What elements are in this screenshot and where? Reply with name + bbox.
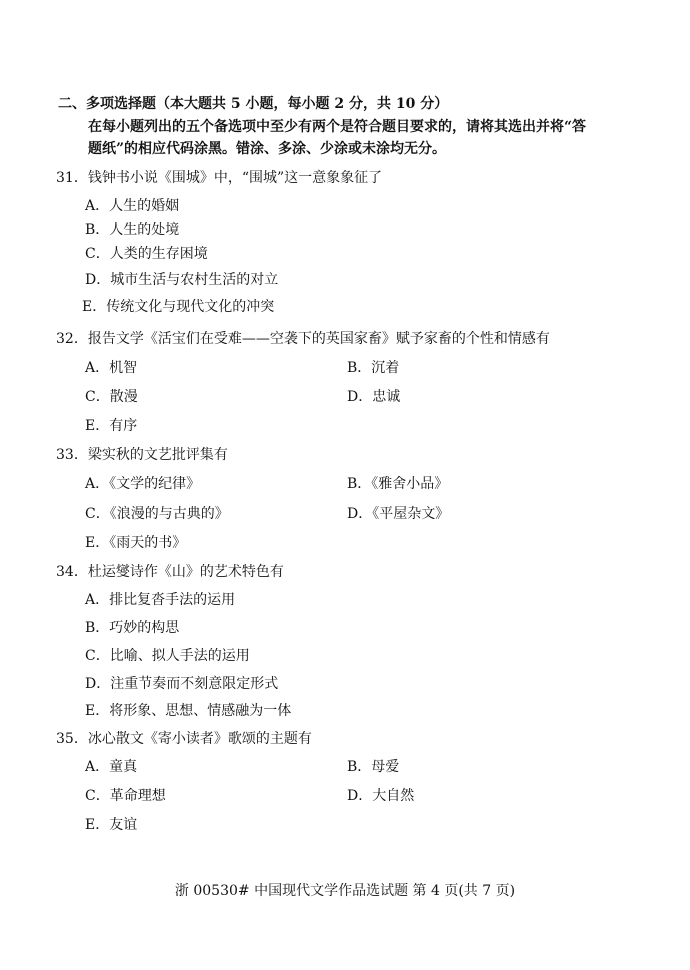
question-32-option-c: C．散漫 — [85, 389, 138, 405]
question-32-option-d: D．忠诚 — [347, 389, 401, 405]
instructions-line-1: 在每小题列出的五个备选项中至少有两个是符合题目要求的，请将其选出并将“答 — [88, 119, 587, 135]
question-32-option-b: B．沉着 — [347, 360, 400, 376]
question-31-option-c: C．人类的生存困境 — [85, 246, 208, 262]
question-31-option-d: D．城市生活与农村生活的对立 — [85, 272, 279, 288]
question-31-option-b: B．人生的处境 — [85, 222, 180, 238]
instructions-line-2: 题纸”的相应代码涂黑。错涂、多涂、少涂或未涂均无分。 — [88, 141, 447, 157]
question-34-stem: 34．杜运燮诗作《山》的艺术特色有 — [56, 564, 284, 580]
question-35-option-d: D．大自然 — [347, 788, 415, 804]
question-32-option-a: A．机智 — [85, 360, 138, 376]
question-33-option-a: A．《文学的纪律》 — [85, 476, 201, 492]
question-32-option-e: E．有序 — [85, 418, 138, 434]
question-33-stem: 33．梁实秋的文艺批评集有 — [56, 447, 228, 463]
question-35-option-c: C．革命理想 — [85, 788, 166, 804]
section-title: 二、多项选择题（本大题共 5 小题，每小题 2 分，共 10 分） — [58, 96, 449, 112]
question-31-stem: 31．钱钟书小说《围城》中，“围城”这一意象象征了 — [56, 170, 383, 186]
question-34-option-c: C．比喻、拟人手法的运用 — [85, 648, 250, 664]
question-35-option-a: A．童真 — [85, 759, 138, 775]
question-33-option-c: C．《浪漫的与古典的》 — [85, 506, 229, 522]
page-footer: 浙 00530# 中国现代文学作品选试题 第 4 页(共 7 页) — [174, 883, 516, 899]
question-32-stem: 32．报告文学《活宝们在受难——空袭下的英国家畜》赋予家畜的个性和情感有 — [56, 331, 550, 347]
question-34-option-d: D．注重节奏而不刻意限定形式 — [85, 676, 279, 692]
question-34-option-a: A．排比复沓手法的运用 — [85, 592, 236, 608]
question-33-option-e: E．《雨天的书》 — [85, 535, 187, 551]
question-31-option-e: E．传统文化与现代文化的冲突 — [82, 299, 275, 315]
question-31-option-a: A．人生的婚姻 — [85, 198, 180, 214]
question-35-option-e: E．友谊 — [85, 817, 138, 833]
question-33-option-d: D．《平屋杂文》 — [347, 506, 450, 522]
question-35-stem: 35．冰心散文《寄小读者》歌颂的主题有 — [56, 731, 312, 747]
question-34-option-b: B．巧妙的构思 — [85, 620, 180, 636]
question-35-option-b: B．母爱 — [347, 759, 400, 775]
question-33-option-b: B．《雅舍小品》 — [347, 476, 449, 492]
question-34-option-e: E．将形象、思想、情感融为一体 — [85, 703, 292, 719]
